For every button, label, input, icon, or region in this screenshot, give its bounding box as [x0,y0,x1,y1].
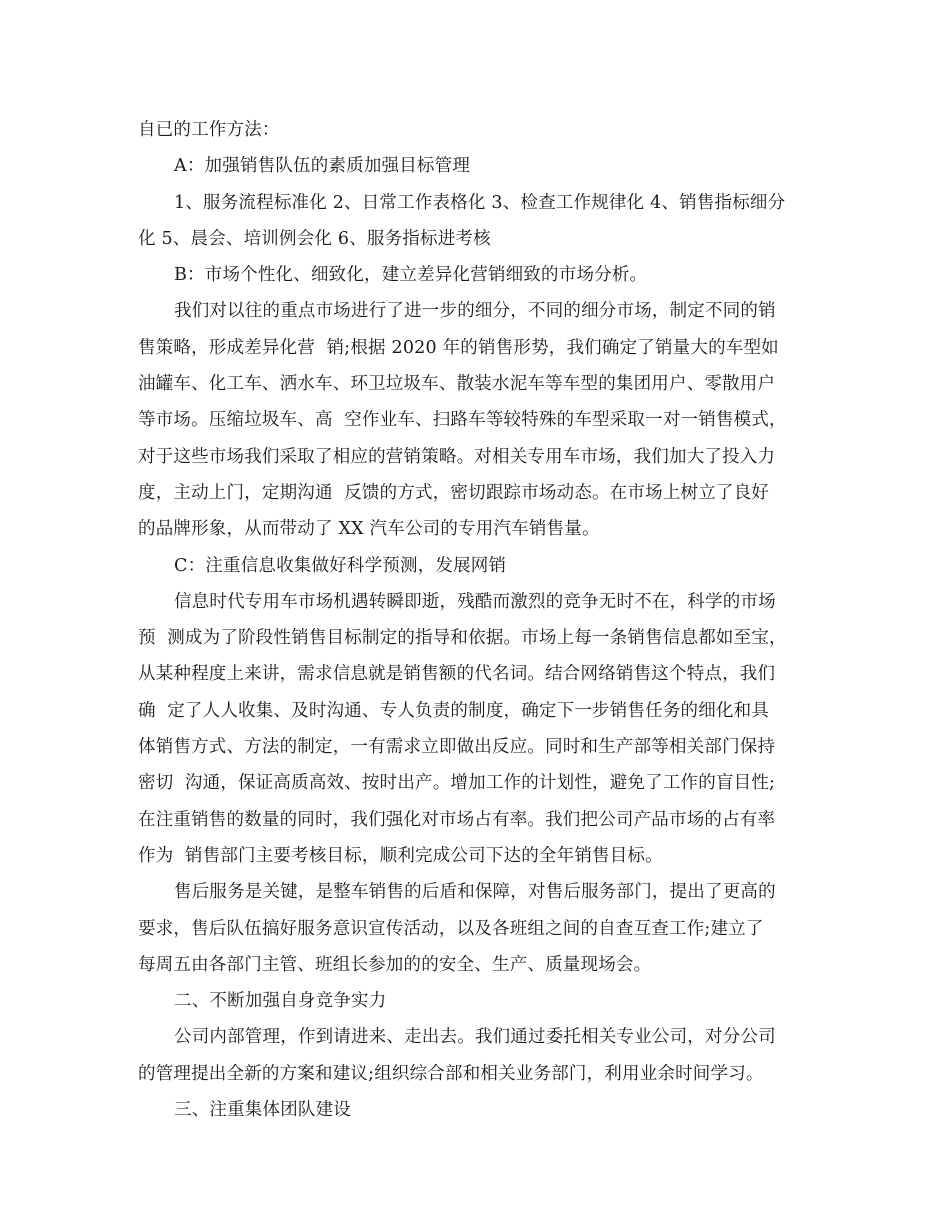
text-line: 化 5、晨会、培训例会化 6、服务指标进考核 [138,228,491,249]
text-line: 等市场。压缩垃圾车、高 空作业车、扫路车等较特殊的车型采取一对一销售模式， [138,410,787,431]
text-line: 公司内部管理，作到请进来、走出去。我们通过委托相关专业公司，对分公司 [174,1027,776,1048]
text-line: 体销售方式、方法的制定，一有需求立即做出反应。同时和生产部等相关部门保持 [138,737,776,758]
text-line: 每周五由各部门主管、班组长参加的的安全、生产、质量现场会。 [138,954,652,975]
section-heading: 三、注重集体团队建设 [174,1100,351,1121]
text-line: 的管理提出全新的方案和建议;组织综合部和相关业务部门，利用业余时间学习。 [138,1063,764,1084]
text-line: 密切 沟通，保证高质高效、按时出产。增加工作的计划性，避免了工作的盲目性; [138,773,776,794]
text-line: 确 定了人人收集、及时沟通、专人负责的制度，确定下一步销售任务的细化和具 [138,700,770,721]
section-heading: 二、不断加强自身竞争实力 [174,991,387,1012]
text-line: 自已的工作方法： [138,120,280,140]
text-line: 要求，售后队伍搞好服务意识宣传活动，以及各班组之间的自查互查工作;建立了 [138,918,764,939]
text-line: 售后服务是关键，是整车销售的后盾和保障，对售后服务部门，提出了更高的 [174,882,776,903]
text-line: 度，主动上门，定期沟通 反馈的方式，密切跟踪市场动态。在市场上树立了良好 [138,482,770,503]
document-body [138,112,814,1128]
section-heading: A：加强销售队伍的素质加强目标管理 [174,156,471,177]
section-heading: C：注重信息收集做好科学预测，发展网销 [174,555,507,576]
text-line: 信息时代专用车市场机遇转瞬即逝，残酷而激烈的竞争无时不在，科学的市场 [174,591,776,612]
text-line: 对于这些市场我们采取了相应的营销策略。对相关专用车市场，我们加大了投入力 [138,446,776,467]
text-line: 预 测成为了阶段性销售目标制定的指导和依据。市场上每一条销售信息都如至宝， [138,628,787,649]
text-line: 从某种程度上来讲，需求信息就是销售额的代名词。结合网络销售这个特点，我们 [138,664,776,685]
text-line: 1、服务流程标准化 2、日常工作表格化 3、检查工作规律化 4、销售指标细分 [174,192,786,213]
text-line: 售策略，形成差异化营 销;根据 2020 年的销售形势，我们确定了销量大的车型如 [138,337,779,358]
text-line: 油罐车、化工车、洒水车、环卫垃圾车、散装水泥车等车型的集团用户、零散用户 [138,374,776,395]
text-line: 我们对以往的重点市场进行了进一步的细分，不同的细分市场，制定不同的销 [174,301,776,322]
section-heading: B：市场个性化、细致化，建立差异化营销细致的市场分析。 [174,265,648,286]
text-line: 在注重销售的数量的同时，我们强化对市场占有率。我们把公司产品市场的占有率 [138,809,776,830]
text-line: 作为 销售部门主要考核目标，顺利完成公司下达的全年销售目标。 [138,845,663,866]
text-line: 的品牌形象，从而带动了 XX 汽车公司的专用汽车销售量。 [138,519,600,540]
